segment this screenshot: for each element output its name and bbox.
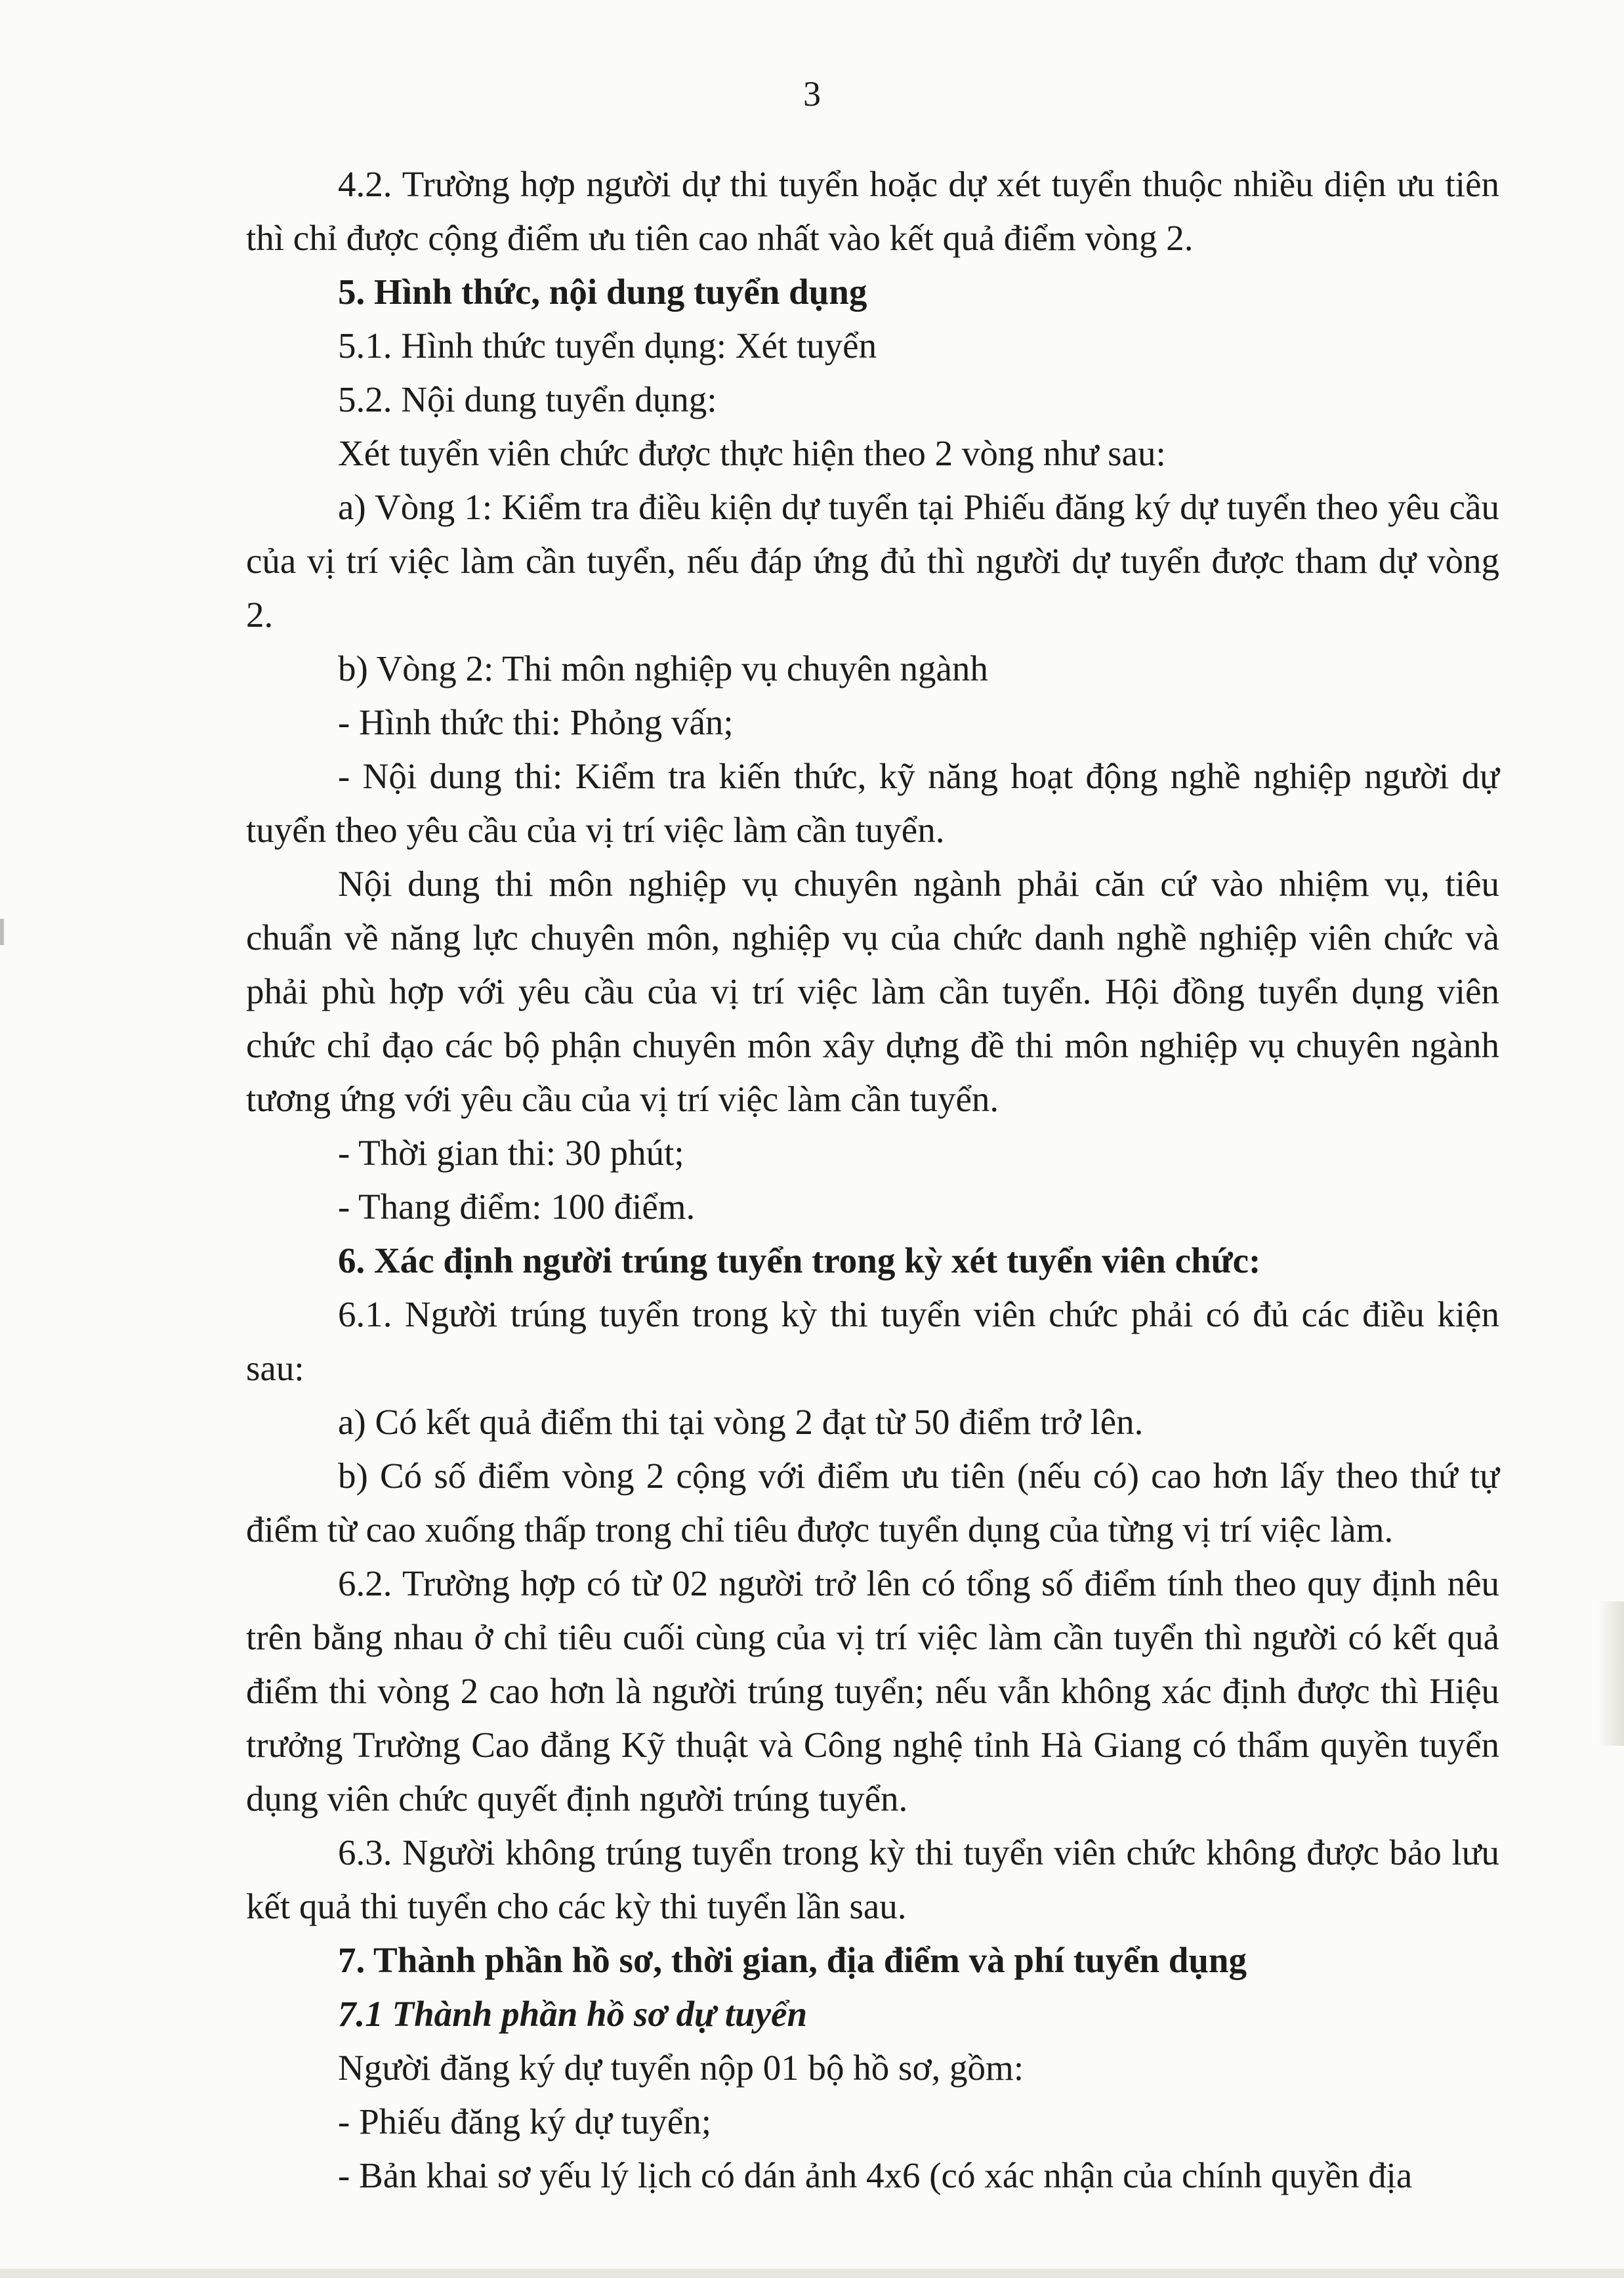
paragraph-5-2: 5.2. Nội dung tuyển dụng: — [338, 379, 717, 419]
paragraph-6-2: 6.2. Trường hợp có từ 02 người trở lên có tổng số điểm tính theo quy định nêu trên bằng nhau ở chỉ tiêu cuối cùng của vị trí việc làm cần tuyển thì người có kết quả điểm thi vòng 2 cao hơn là người trúng tuyển; nếu vẫn không xác định được thì Hiệu trưởng Trường Cao đẳng Kỹ thuật và Công nghệ tỉnh Hà Giang có thẩm quyền tuyển dụng viên chức quyết định người trúng tuyển. — [246, 1563, 1499, 1819]
paragraph-dossier-form: - Phiếu đăng ký dự tuyển; — [338, 2101, 712, 2141]
paragraph-5-1: 5.1. Hình thức tuyển dụng: Xét tuyển — [338, 326, 877, 366]
heading-section-5: 5. Hình thức, nội dung tuyển dụng — [338, 272, 867, 312]
scan-edge-mark — [0, 919, 4, 945]
paragraph-dossier-cv: - Bản khai sơ yếu lý lịch có dán ảnh 4x6 (có xác nhận của chính quyền địa — [338, 2155, 1413, 2195]
paragraph-exam-content: - Nội dung thi: Kiểm tra kiến thức, kỹ năng hoạt động nghề nghiệp người dự tuyển theo yêu cầu của vị trí việc làm cần tuyển. — [246, 756, 1499, 850]
paragraph-score-scale: - Thang điểm: 100 điểm. — [338, 1187, 696, 1227]
heading-section-7-1: 7.1 Thành phần hồ sơ dự tuyển — [338, 1994, 808, 2034]
paragraph-4-2: 4.2. Trường hợp người dự thi tuyển hoặc dự xét tuyển thuộc nhiều diện ưu tiên thì chỉ được cộng điểm ưu tiên cao nhất vào kết quả điểm vòng 2. — [246, 164, 1499, 258]
heading-section-6: 6. Xác định người trúng tuyển trong kỳ xét tuyển viên chức: — [338, 1240, 1261, 1280]
paragraph-round-2: b) Vòng 2: Thi môn nghiệp vụ chuyên ngành — [338, 648, 988, 688]
paragraph-6-1: 6.1. Người trúng tuyển trong kỳ thi tuyển viên chức phải có đủ các điều kiện sau: — [246, 1294, 1499, 1388]
paragraph-6-3: 6.3. Người không trúng tuyển trong kỳ thi tuyển viên chức không được bảo lưu kết quả thi tuyển cho các kỳ thi tuyển lần sau. — [246, 1832, 1499, 1926]
document-body — [246, 158, 1499, 2203]
paragraph-rounds-intro: Xét tuyển viên chức được thực hiện theo 2 vòng như sau: — [338, 433, 1166, 473]
scan-bottom-edge — [0, 2269, 1624, 2278]
heading-section-7: 7. Thành phần hồ sơ, thời gian, địa điểm và phí tuyển dụng — [338, 1940, 1247, 1980]
scan-edge-shadow — [1598, 1601, 1624, 1746]
paragraph-round-1: a) Vòng 1: Kiểm tra điều kiện dự tuyển tại Phiếu đăng ký dự tuyển theo yêu cầu của vị trí việc làm cần tuyển, nếu đáp ứng đủ thì người dự tuyển được tham dự vòng 2. — [246, 487, 1499, 635]
paragraph-6-1-b: b) Có số điểm vòng 2 cộng với điểm ưu tiên (nếu có) cao hơn lấy theo thứ tự điểm từ cao xuống thấp trong chỉ tiêu được tuyển dụng của từng vị trí việc làm. — [246, 1456, 1499, 1550]
page-number: 3 — [803, 74, 821, 114]
paragraph-6-1-a: a) Có kết quả điểm thi tại vòng 2 đạt từ 50 điểm trở lên. — [338, 1402, 1144, 1442]
paragraph-exam-duration: - Thời gian thi: 30 phút; — [338, 1133, 684, 1173]
paragraph-dossier-intro: Người đăng ký dự tuyển nộp 01 bộ hồ sơ, gồm: — [338, 2048, 1024, 2088]
paragraph-exam-basis: Nội dung thi môn nghiệp vụ chuyên ngành phải căn cứ vào nhiệm vụ, tiêu chuẩn về năng lực chuyên môn, nghiệp vụ của chức danh nghề nghiệp viên chức và phải phù hợp với yêu cầu của vị trí việc làm cần tuyển. Hội đồng tuyển dụng viên chức chỉ đạo các bộ phận chuyên môn xây dựng đề thi môn nghiệp vụ chuyên ngành tương ứng với yêu cầu của vị trí việc làm cần tuyển. — [246, 864, 1499, 1119]
paragraph-exam-format: - Hình thức thi: Phỏng vấn; — [338, 702, 734, 742]
